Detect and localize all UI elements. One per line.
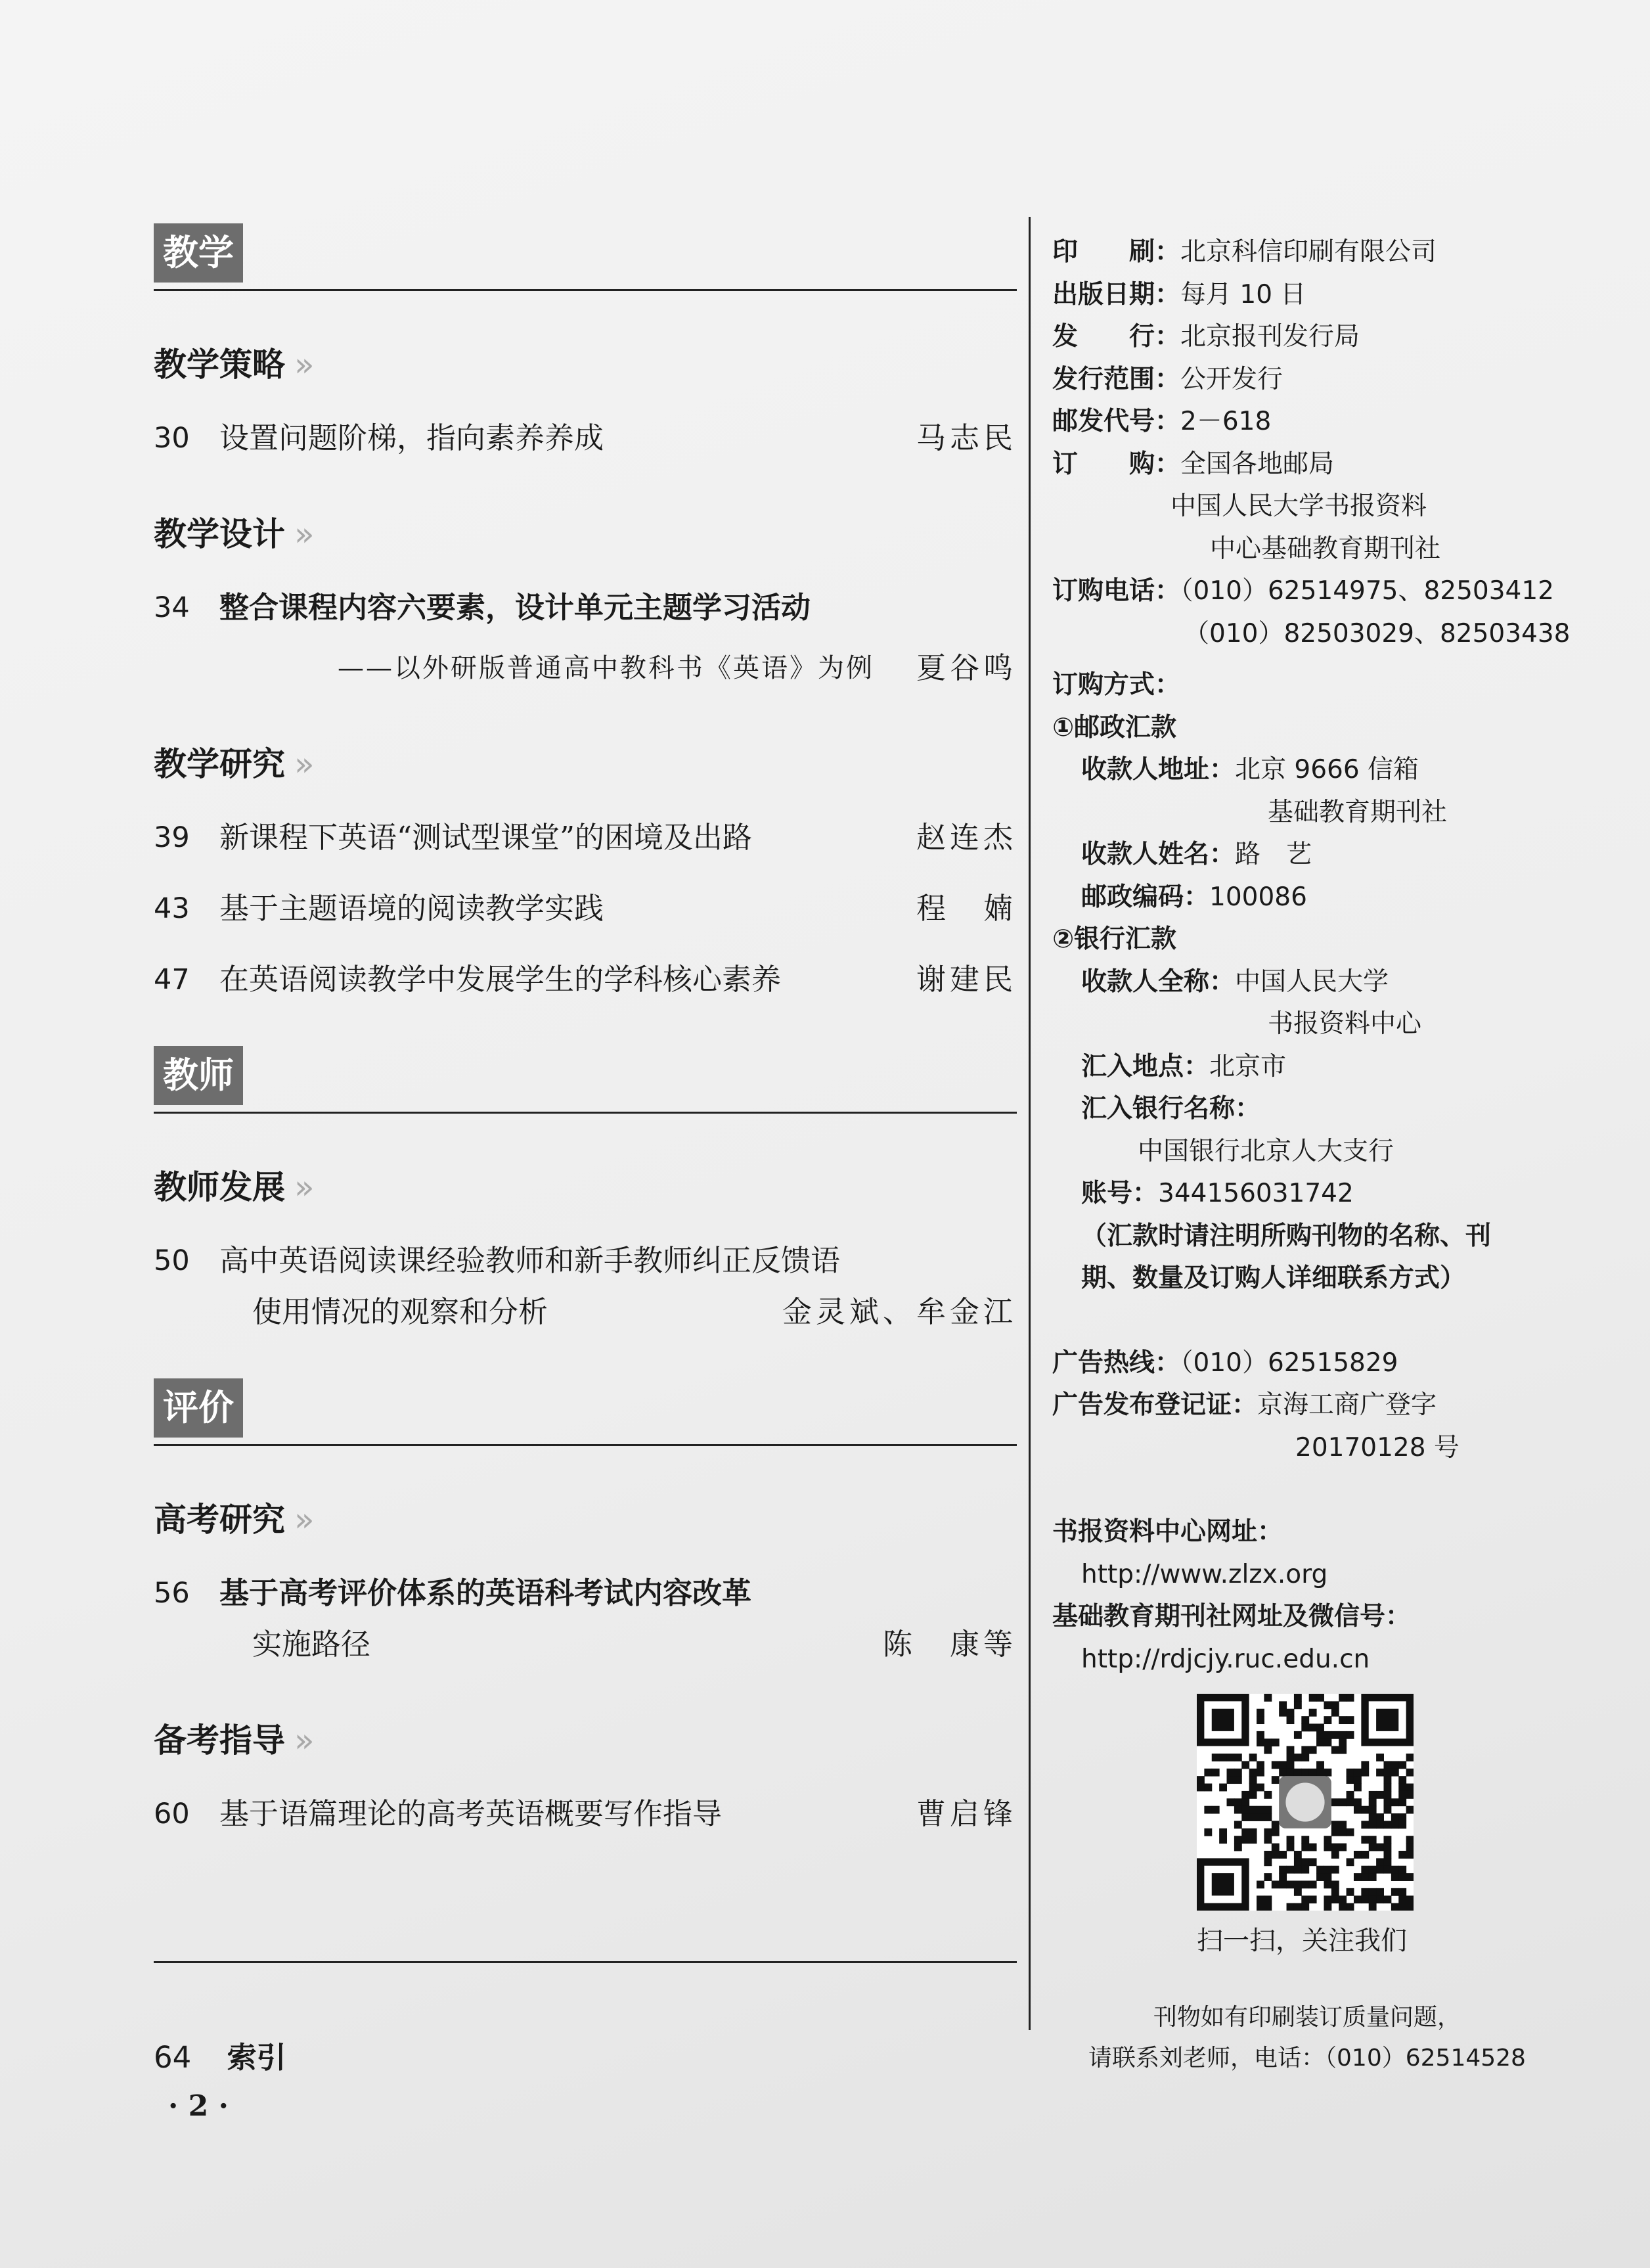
payee-name-line: 收款人姓名：路 艺 [1081,840,1312,869]
bottom-rule [154,1961,1017,1963]
subsection-heading [154,511,1017,557]
subsection-heading [154,342,1017,388]
site-label: 书报资料中心网址： [1052,1517,1283,1547]
section-tag: 教学 [154,223,243,283]
toc-entry[interactable] [154,888,1017,929]
qr-caption: 扫一扫，关注我们 [1197,1926,1407,1956]
entry-author: 马志民 [916,420,1017,455]
notice-line-2: 请联系刘老师，电话：（010）62514528 [1088,2045,1526,2072]
toc-entry[interactable] [154,817,1017,858]
subsection-title: 教学策略 [154,346,285,384]
site-url[interactable]: http://www.zlzx.org [1081,1559,1328,1589]
payee-full-line: 收款人全称：中国人民大学 [1081,966,1389,997]
entry-page-number: 34 [154,591,190,624]
entry-title: 高中英语阅读课经验教师和新手教师纠正反馈语 [219,1243,841,1278]
table-of-contents [154,223,1017,1834]
column-divider [1029,217,1031,2030]
toc-entry[interactable] [154,587,1017,689]
remit-bank-name: 中国银行北京人大支行 [1138,1136,1394,1166]
payee-address-line-2: 基础教育期刊社 [1268,797,1448,827]
order-line-2: 中国人民大学书报资料 [1171,491,1427,521]
wechat-label: 基础教育期刊社网址及微信号： [1052,1602,1412,1631]
postal-code-line: 邮发代号：2－618 [1052,407,1272,436]
section-rule [154,289,1017,291]
entry-title: 整合课程内容六要素，设计单元主题学习活动 [219,590,811,625]
subsection-heading [154,741,1017,787]
section-tag: 教师 [154,1046,243,1105]
toc-entry[interactable] [154,1240,1017,1332]
entry-title: 新课程下英语“测试型课堂”的困境及出路 [219,820,753,855]
subsection-title: 高考研究 [154,1501,285,1539]
bank-remit-label: ②银行汇款 [1052,924,1177,954]
double-chevron-icon: » [294,745,315,783]
page-number: · 2 · [168,2089,229,2123]
zip-line: 邮政编码：100086 [1081,882,1307,912]
double-chevron-icon: » [294,1168,315,1206]
payee-address-line: 收款人地址：北京 9666 信箱 [1081,755,1419,784]
scope-line: 发行范围：公开发行 [1052,364,1283,394]
remit-note-1: （汇款时请注明所购刊物的名称、刊 [1081,1221,1492,1251]
section-header [154,1046,1017,1112]
remit-note-2: 期、数量及订购人详细联系方式） [1081,1263,1466,1293]
section-rule [154,1444,1017,1446]
wechat-url[interactable]: http://rdjcjy.ruc.edu.cn [1081,1644,1370,1674]
phone-line-2: （010）82503029、82503438 [1184,618,1571,648]
post-remit-label: ①邮政汇款 [1052,712,1177,742]
ad-license-line-2: 20170128 号 [1295,1432,1460,1463]
toc-entry[interactable] [154,1794,1017,1834]
subsection-title: 教学研究 [154,745,285,783]
entry-author: 赵连杰 [916,820,1017,855]
section-header [154,223,1017,289]
entry-title: 基于主题语境的阅读教学实践 [219,891,604,926]
entry-title: 在英语阅读教学中发展学生的学科核心素养 [219,962,782,997]
double-chevron-icon: » [294,1501,315,1539]
double-chevron-icon: » [294,1721,315,1759]
entry-page-number: 50 [154,1244,190,1277]
section-header [154,1378,1017,1444]
subsection-heading [154,1717,1017,1763]
entry-page-number: 30 [154,422,190,455]
order-line: 订 购：全国各地邮局 [1052,449,1335,479]
entry-title-line-2: 使用情况的观察和分析 [252,1294,548,1329]
entry-title: 基于语篇理论的高考英语概要写作指导 [219,1796,723,1831]
entry-author: 夏谷鸣 [916,650,1017,685]
account-line: 账号：344156031742 [1081,1179,1354,1208]
section-tag: 评价 [154,1378,243,1438]
entry-author: 曹启锋 [916,1796,1017,1831]
entry-page-number: 43 [154,892,190,925]
subsection-heading [154,1497,1017,1543]
remit-bank-label: 汇入银行名称： [1081,1094,1261,1123]
subsection-heading [154,1164,1017,1210]
entry-subtitle: ——以外研版普通高中教科书《英语》为例 [338,653,874,683]
distributor-line: 发 行：北京报刊发行局 [1052,322,1360,352]
toc-entry[interactable] [154,1573,1017,1665]
remit-place-line: 汇入地点：北京市 [1081,1051,1287,1081]
ad-license-line: 广告发布登记证：京海工商广登字 [1052,1390,1437,1420]
entry-page-number: 47 [154,963,190,996]
double-chevron-icon: » [294,515,315,553]
entry-title: 设置问题阶梯，指向素养养成 [219,420,604,455]
entry-title-line-2: 实施路径 [252,1627,371,1662]
section-rule [154,1112,1017,1114]
subsection-title: 备考指导 [154,1721,285,1759]
entry-page-number: 39 [154,821,190,854]
entry-author: 陈 康等 [882,1627,1017,1662]
faded-header-strip [197,145,1484,178]
index-entry[interactable] [154,2033,286,2076]
entry-title: 基于高考评价体系的英语科考试内容改革 [219,1576,752,1610]
entry-page-number: 56 [154,1577,190,1610]
notice-line-1: 刊物如有印刷装订质量问题， [1153,2004,1461,2031]
toc-entry[interactable] [154,418,1017,459]
ad-hotline-line: 广告热线：（010）62515829 [1052,1348,1398,1378]
colophon [1052,231,1571,1957]
entry-page-number: 60 [154,1798,190,1830]
double-chevron-icon: » [294,346,315,384]
subsection-title: 教师发展 [154,1168,285,1206]
subsection-title: 教学设计 [154,515,285,553]
print-quality-notice [1071,1997,1544,2079]
entry-author: 程 婻 [916,891,1017,926]
toc-entry[interactable] [154,959,1017,1000]
pub-date-line: 出版日期：每月 10 日 [1052,279,1306,309]
phone-line: 订购电话：（010）62514975、82503412 [1052,576,1554,606]
index-label: 索引 [227,2040,286,2075]
qr-code-icon[interactable] [1197,1694,1414,1911]
printer-line: 印 刷：北京科信印刷有限公司 [1052,237,1437,267]
methods-label: 订购方式： [1052,670,1181,700]
entry-author: 金灵斌、牟金江 [782,1294,1017,1329]
order-line-3: 中心基础教育期刊社 [1210,533,1441,564]
index-page-number: 64 [154,2040,192,2075]
payee-full-line-2: 书报资料中心 [1268,1009,1422,1039]
entry-author: 谢建民 [916,962,1017,997]
